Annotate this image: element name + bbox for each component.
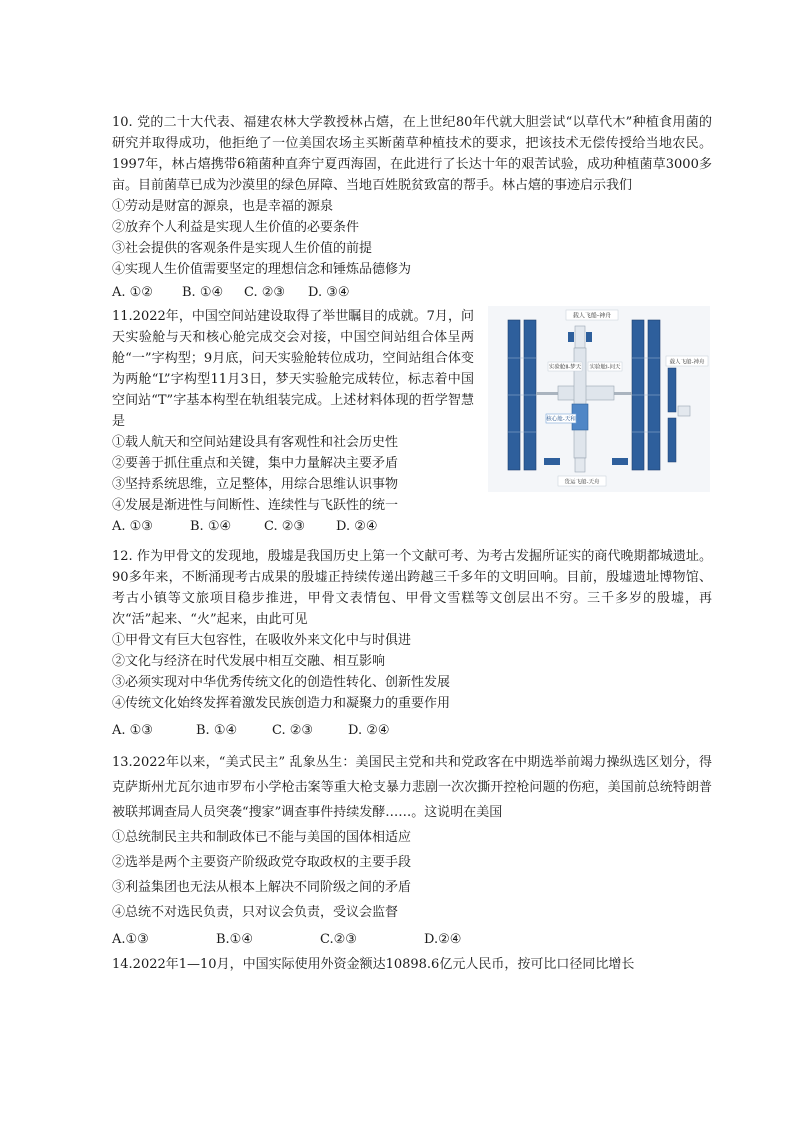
statement-item: ①劳动是财富的源泉，也是幸福的源泉 (112, 199, 334, 214)
option-d: D.②④ (424, 932, 462, 947)
statement-item: ②要善于抓住重点和关键，集中力量解决主要矛盾 (112, 456, 399, 471)
statement-item: ②放弃个人利益是实现人生价值的必要条件 (112, 220, 360, 235)
option-b: B. ①④ (182, 285, 224, 300)
answer-options (112, 929, 712, 950)
question-11 (112, 306, 712, 537)
option-c: C. ②③ (264, 519, 306, 534)
question-stem: 13.2022年以来，“美式民主” 乱象丛生：美国民主党和共和党政客在中期选举前竭力操纵选区划分，得克萨斯州尤瓦尔迪市罗布小学枪击案等重大枪支暴力悲剧一次次撕开控枪问题的伤疤，美国前总统特朗普被联邦调查局人员突袭“搜家”调查事件持续发酵……。这说明在美国 (112, 755, 712, 820)
question-13 (112, 750, 712, 950)
statement-item: ①载人航天和空间站建设具有客观性和社会历史性 (112, 435, 399, 450)
question-stem: 12. 作为甲骨文的发现地，殷墟是我国历史上第一个文献可考、为考古发掘所证实的商代晚期都城遗址。90多年来，不断涌现考古成果的殷墟正持续传递出跨越三千多年的文明回响。目前，殷墟遗址博物馆、考古小镇等文旅项目稳步推进，甲骨文表情包、甲骨文雪糕等文创层出不穷。三千多岁的殷墟，再次“活”起来、“火”起来，由此可见 (112, 549, 712, 627)
option-a: A. ①③ (112, 519, 153, 534)
option-a: A. ①② (112, 285, 153, 300)
statement-item: ①总统制民主共和制政体已不能与美国的国体相适应 (112, 830, 412, 845)
label-crew-top: 载人飞船-神舟 (572, 312, 612, 320)
option-a: A.①③ (112, 932, 149, 947)
answer-options (112, 516, 712, 537)
option-d: D. ②④ (348, 723, 390, 738)
answer-options (112, 282, 712, 303)
option-c: C. ②③ (244, 285, 286, 300)
statement-item: ①甲骨文有巨大包容性，在吸收外来文化中与时俱进 (112, 633, 412, 648)
option-c: C. ②③ (272, 723, 314, 738)
label-wentian: 实验舱Ⅰ-问天 (589, 364, 621, 371)
statement-item: ④发展是渐进性与间断性、连续性与飞跃性的统一 (112, 498, 399, 513)
option-b: B.①④ (216, 932, 253, 947)
statement-item: ④总统不对选民负责，只对议会负责，受议会监督 (112, 905, 399, 920)
answer-options (112, 720, 712, 741)
statement-item: ③必须实现对中华优秀传统文化的创造性转化、创新性发展 (112, 675, 451, 690)
option-c: C.②③ (320, 932, 357, 947)
question-stem: 10. 党的二十大代表、福建农林大学教授林占熺，在上世纪80年代就大胆尝试“以草代木”种植食用菌的研究并取得成功，他拒绝了一位美国农场主买断菌草种植技术的要求，把该技术无偿传授给当地农民。1997年，林占熺携带6箱菌种直奔宁夏西海固，在此进行了长达十年的艰苦试验，成功种植菌草3000多亩。目前菌草已成为沙漠里的绿色屏障、当地百姓脱贫致富的帮手。林占熺的事迹启示我们 (112, 115, 712, 193)
question-12 (112, 546, 712, 741)
statement-item: ②选举是两个主要资产阶级政党夺取政权的主要手段 (112, 855, 412, 870)
statement-item: ③坚持系统思维，立足整体，用综合思维认识事物 (112, 477, 399, 492)
statement-item: ④传统文化始终发挥着激发民族创造力和凝聚力的重要作用 (112, 696, 451, 711)
option-d: D. ②④ (336, 519, 378, 534)
question-14 (112, 954, 712, 975)
option-d: D. ③④ (308, 285, 350, 300)
statement-item: ③利益集团也无法从根本上解决不同阶级之间的矛盾 (112, 880, 412, 895)
space-station-figure (488, 306, 710, 492)
exam-page (112, 112, 712, 975)
label-crew-side: 载人飞船-神舟 (669, 359, 705, 366)
label-tianhe: 核心舱-天和 (546, 416, 576, 423)
option-b: B. ①④ (196, 723, 238, 738)
question-stem: 11.2022年，中国空间站建设取得了举世瞩目的成就。7月，问天实验舱与天和核心舱完成交会对接，中国空间站组合体呈两舱“一”字构型；9月底，问天实验舱转位成功，空间站组合体变为两舱“L”字构型11月3日，梦天实验舱完成转位，标志着中国空间站“T”字基本构型在轨组装完成。上述材料体现的哲学智慧是 (112, 309, 474, 429)
label-mengtian: 实验舱Ⅱ-梦天 (548, 364, 582, 371)
option-b: B. ①④ (190, 519, 232, 534)
option-a: A. ①③ (112, 723, 153, 738)
question-10 (112, 112, 712, 303)
question-stem: 14.2022年1—10月，中国实际使用外资金额达10898.6亿元人民币，按可比口径同比增长 (112, 957, 635, 972)
label-cargo: 货运飞船-天舟 (564, 479, 600, 486)
statement-item: ②文化与经济在时代发展中相互交融、相互影响 (112, 654, 386, 669)
statement-item: ④实现人生价值需要坚定的理想信念和锤炼品德修为 (112, 262, 412, 277)
statement-item: ③社会提供的客观条件是实现人生价值的前提 (112, 241, 373, 256)
